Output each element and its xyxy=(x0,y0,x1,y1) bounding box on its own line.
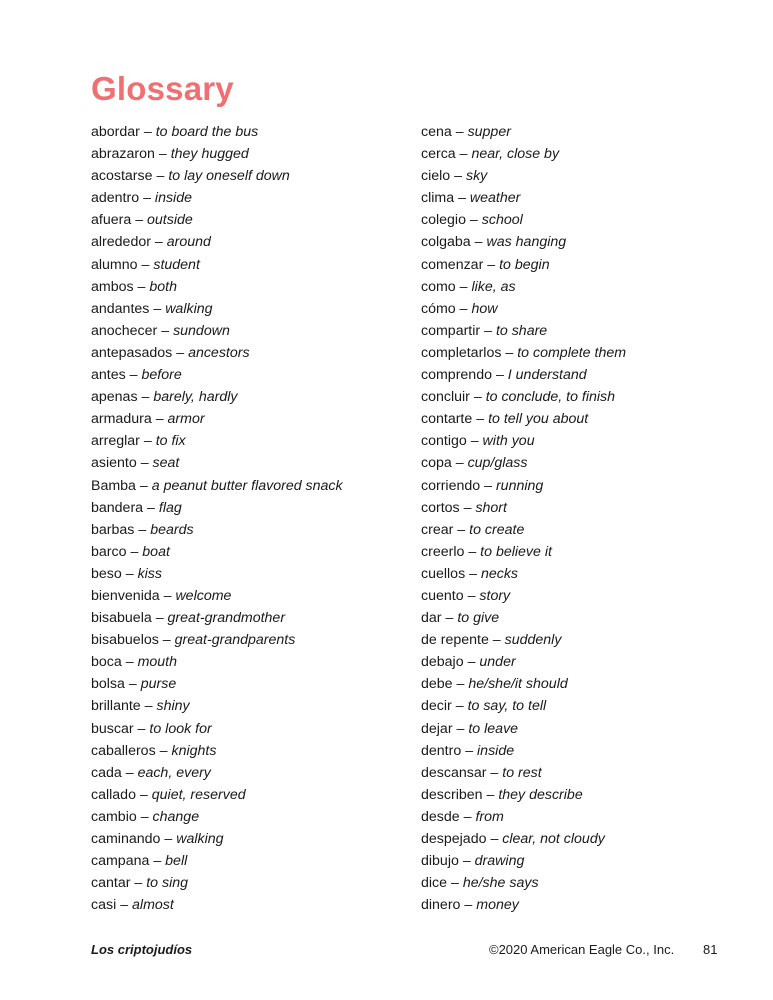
glossary-separator: – xyxy=(176,344,185,361)
glossary-separator: – xyxy=(164,831,173,847)
glossary-term: casi xyxy=(91,897,117,914)
glossary-definition: student xyxy=(153,256,200,273)
glossary-term: bandera xyxy=(91,499,144,516)
glossary-entry xyxy=(421,497,741,519)
glossary-entry xyxy=(421,298,741,320)
glossary-separator: – xyxy=(469,212,478,229)
glossary-term: decir xyxy=(421,698,452,715)
glossary-definition: almost xyxy=(132,897,174,914)
glossary-separator: – xyxy=(473,389,482,406)
glossary-term: cómo xyxy=(421,300,456,317)
glossary-column-right xyxy=(421,121,741,916)
glossary-definition: to rest xyxy=(502,764,542,781)
glossary-entry xyxy=(421,320,741,342)
glossary-separator: – xyxy=(457,521,466,538)
glossary-entry xyxy=(91,254,411,276)
glossary-entry xyxy=(421,342,741,364)
glossary-definition: they describe xyxy=(498,786,583,803)
glossary-definition: beards xyxy=(150,521,194,538)
glossary-entry xyxy=(91,695,411,717)
glossary-term: callado xyxy=(91,786,136,803)
glossary-definition: armor xyxy=(167,411,205,428)
glossary-term: dibujo xyxy=(421,853,459,870)
glossary-separator: – xyxy=(163,587,172,604)
glossary-term: brillante xyxy=(91,698,141,715)
glossary-entry xyxy=(91,850,411,872)
glossary-separator: – xyxy=(129,367,138,384)
glossary-definition: great-grandparents xyxy=(174,632,296,649)
glossary-separator: – xyxy=(147,499,155,516)
glossary-entry xyxy=(91,276,411,298)
glossary-term: adentro xyxy=(91,190,140,207)
glossary-separator: – xyxy=(139,786,148,803)
glossary-term: debe xyxy=(421,676,453,693)
glossary-definition: to believe it xyxy=(480,543,552,560)
glossary-entry xyxy=(91,165,411,187)
glossary-term: clima xyxy=(421,190,455,207)
glossary-definition: shiny xyxy=(156,698,190,715)
glossary-separator: – xyxy=(140,455,149,472)
glossary-term: anochecer xyxy=(91,322,158,339)
glossary-separator: – xyxy=(462,853,471,870)
glossary-entry xyxy=(421,209,741,231)
glossary-separator: – xyxy=(484,477,492,494)
glossary-definition: from xyxy=(475,808,504,825)
glossary-definition: story xyxy=(479,587,511,604)
glossary-term: colgaba xyxy=(421,234,471,251)
glossary-definition: a peanut butter flavored snack xyxy=(151,477,343,494)
glossary-term: como xyxy=(421,278,456,295)
glossary-definition: supper xyxy=(467,124,511,140)
glossary-separator: – xyxy=(458,190,466,207)
glossary-entry xyxy=(91,298,411,320)
glossary-definition: to say, to tell xyxy=(467,698,547,715)
glossary-definition: to complete them xyxy=(517,344,627,361)
glossary-separator: – xyxy=(134,875,143,892)
glossary-entry xyxy=(91,408,411,430)
glossary-definition: inside xyxy=(477,742,515,759)
glossary-definition: around xyxy=(166,234,211,251)
glossary-definition: to share xyxy=(495,322,548,339)
glossary-term: acostarse xyxy=(91,168,153,185)
glossary-definition: both xyxy=(149,278,178,295)
glossary-term: barbas xyxy=(91,521,135,538)
glossary-term: buscar xyxy=(91,720,134,737)
glossary-separator: – xyxy=(153,300,162,317)
glossary-entry xyxy=(421,276,741,298)
glossary-term: dar xyxy=(421,610,442,627)
glossary-separator: – xyxy=(143,433,152,450)
glossary-definition: was hanging xyxy=(486,234,567,251)
glossary-separator: – xyxy=(156,168,165,185)
glossary-definition: bell xyxy=(165,853,188,870)
glossary-term: arreglar xyxy=(91,433,140,450)
glossary-entry xyxy=(421,673,741,695)
glossary-entry xyxy=(91,740,411,762)
glossary-entry xyxy=(91,718,411,740)
glossary-term: apenas xyxy=(91,389,138,406)
glossary-term: campana xyxy=(91,853,150,870)
glossary-entry xyxy=(421,651,741,673)
glossary-term: colegio xyxy=(421,212,466,229)
glossary-separator: – xyxy=(144,698,153,715)
glossary-entry xyxy=(91,386,411,408)
glossary-separator: – xyxy=(450,875,459,892)
glossary-entry xyxy=(421,519,741,541)
glossary-entry xyxy=(421,165,741,187)
glossary-entry xyxy=(91,475,411,497)
glossary-definition: near, close by xyxy=(471,146,560,163)
glossary-entry xyxy=(91,342,411,364)
glossary-entry xyxy=(421,231,741,253)
glossary-separator: – xyxy=(474,234,483,251)
glossary-definition: flag xyxy=(158,499,182,516)
glossary-separator: – xyxy=(470,433,479,450)
glossary-entry xyxy=(91,673,411,695)
glossary-definition: barely, hardly xyxy=(153,389,238,406)
glossary-term: copa xyxy=(421,455,452,472)
glossary-definition: to sing xyxy=(146,875,189,892)
glossary-term: desde xyxy=(421,808,460,825)
glossary-separator: – xyxy=(490,831,499,847)
glossary-separator: – xyxy=(487,256,496,273)
glossary-definition: like, as xyxy=(471,278,516,295)
glossary-definition: to leave xyxy=(468,720,519,737)
glossary-definition: cup/glass xyxy=(467,455,528,472)
glossary-entry xyxy=(421,386,741,408)
glossary-term: abordar xyxy=(91,124,140,140)
glossary-term: armadura xyxy=(91,411,152,428)
glossary-separator: – xyxy=(464,897,473,914)
glossary-separator: – xyxy=(467,654,476,671)
glossary-entry xyxy=(421,430,741,452)
glossary-definition: boat xyxy=(142,543,170,560)
glossary-term: de repente xyxy=(421,632,489,649)
glossary-definition: short xyxy=(475,499,507,516)
glossary-definition: to look for xyxy=(149,720,212,737)
glossary-definition: mouth xyxy=(137,654,177,671)
glossary-separator: – xyxy=(459,278,468,295)
glossary-entry xyxy=(421,607,741,629)
glossary-term: bisabuela xyxy=(91,610,152,627)
glossary-term: dice xyxy=(421,875,448,892)
glossary-definition: with you xyxy=(482,433,535,450)
glossary-column-left xyxy=(91,121,411,916)
glossary-definition: I understand xyxy=(507,367,587,384)
glossary-definition: outside xyxy=(147,212,193,229)
glossary-term: cambio xyxy=(91,808,137,825)
glossary-entry xyxy=(91,519,411,541)
glossary-separator: – xyxy=(463,808,472,825)
glossary-separator: – xyxy=(455,124,464,140)
page-number: 81 xyxy=(703,942,718,957)
glossary-term: creerlo xyxy=(421,543,465,560)
glossary-separator: – xyxy=(459,146,468,163)
glossary-definition: how xyxy=(471,300,498,317)
glossary-term: caballeros xyxy=(91,742,156,759)
glossary-definition: weather xyxy=(469,190,521,207)
glossary-entry xyxy=(421,629,741,651)
glossary-term: despejado xyxy=(421,831,487,847)
glossary-definition: suddenly xyxy=(504,632,562,649)
glossary-entry xyxy=(91,121,411,143)
glossary-entry xyxy=(421,121,741,143)
glossary-separator: – xyxy=(476,411,485,428)
glossary-definition: purse xyxy=(140,676,177,693)
glossary-separator: – xyxy=(158,146,167,163)
glossary-term: cielo xyxy=(421,168,451,185)
glossary-term: beso xyxy=(91,565,122,582)
glossary-entry xyxy=(421,408,741,430)
glossary-separator: – xyxy=(155,610,164,627)
glossary-term: alrededor xyxy=(91,234,151,251)
glossary-definition: quiet, reserved xyxy=(151,786,246,803)
glossary-entry xyxy=(421,187,741,209)
glossary-separator: – xyxy=(154,234,163,251)
glossary-entry xyxy=(421,563,741,585)
glossary-definition: money xyxy=(476,897,519,914)
glossary-term: barco xyxy=(91,543,127,560)
glossary-term: bolsa xyxy=(91,676,125,693)
glossary-entry xyxy=(91,209,411,231)
glossary-definition: to lay oneself down xyxy=(168,168,290,185)
glossary-separator: – xyxy=(155,411,164,428)
glossary-term: caminando xyxy=(91,831,161,847)
footer-book-title: Los criptojudíos xyxy=(91,942,193,957)
glossary-separator: – xyxy=(468,543,477,560)
glossary-entry xyxy=(91,629,411,651)
glossary-term: concluir xyxy=(421,389,470,406)
glossary-definition: to give xyxy=(457,610,500,627)
glossary-entry xyxy=(91,187,411,209)
glossary-term: ambos xyxy=(91,278,134,295)
glossary-separator: – xyxy=(161,322,170,339)
glossary-separator: – xyxy=(153,853,162,870)
glossary-entry xyxy=(91,143,411,165)
glossary-definition: seat xyxy=(152,455,180,472)
glossary-definition: each, every xyxy=(137,764,211,781)
glossary-entry xyxy=(91,784,411,806)
glossary-definition: sky xyxy=(465,168,488,185)
glossary-definition: they hugged xyxy=(170,146,249,163)
glossary-entry xyxy=(421,364,741,386)
glossary-separator: – xyxy=(125,654,134,671)
glossary-definition: to board the bus xyxy=(155,124,259,140)
glossary-term: cantar xyxy=(91,875,131,892)
glossary-separator: – xyxy=(454,168,463,185)
glossary-definition: to fix xyxy=(155,433,186,450)
glossary-separator: – xyxy=(143,190,151,207)
glossary-entry xyxy=(421,718,741,740)
glossary-term: comprendo xyxy=(421,367,492,384)
glossary-entry xyxy=(91,497,411,519)
glossary-definition: he/she/it should xyxy=(468,676,568,693)
glossary-separator: – xyxy=(143,124,152,140)
glossary-separator: – xyxy=(455,698,464,715)
glossary-definition: before xyxy=(141,367,182,384)
glossary-separator: – xyxy=(125,565,134,582)
glossary-separator: – xyxy=(139,477,148,494)
glossary-entry xyxy=(91,541,411,563)
glossary-separator: – xyxy=(162,632,171,649)
glossary-definition: to conclude, to finish xyxy=(485,389,616,406)
glossary-separator: – xyxy=(456,676,465,693)
glossary-term: cuento xyxy=(421,587,464,604)
glossary-definition: necks xyxy=(480,565,519,582)
glossary-term: cada xyxy=(91,764,122,781)
glossary-entry xyxy=(421,828,741,850)
glossary-entry xyxy=(91,806,411,828)
glossary-definition: to create xyxy=(469,521,525,538)
glossary-separator: – xyxy=(490,764,499,781)
glossary-definition: walking xyxy=(165,300,213,317)
glossary-entry xyxy=(421,762,741,784)
glossary-entry xyxy=(91,452,411,474)
glossary-term: crear xyxy=(421,521,454,538)
glossary-separator: – xyxy=(445,610,454,627)
glossary-separator: – xyxy=(137,720,146,737)
glossary-term: asiento xyxy=(91,455,137,472)
glossary-entry xyxy=(421,452,741,474)
glossary-entry xyxy=(91,762,411,784)
glossary-definition: great-grandmother xyxy=(167,610,286,627)
glossary-definition: drawing xyxy=(474,853,525,870)
glossary-separator: – xyxy=(463,499,472,516)
glossary-entry xyxy=(421,806,741,828)
glossary-entry xyxy=(421,541,741,563)
glossary-separator: – xyxy=(137,278,146,295)
glossary-entry xyxy=(91,872,411,894)
glossary-term: comenzar xyxy=(421,256,484,273)
glossary-separator: – xyxy=(492,632,501,649)
glossary-separator: – xyxy=(484,322,492,339)
glossary-definition: he/she says xyxy=(462,875,539,892)
glossary-term: describen xyxy=(421,786,483,803)
glossary-separator: – xyxy=(456,720,465,737)
glossary-separator: – xyxy=(159,742,168,759)
glossary-entry xyxy=(421,475,741,497)
glossary-separator: – xyxy=(141,389,150,406)
glossary-entry xyxy=(91,231,411,253)
glossary-separator: – xyxy=(467,587,476,604)
page-title: Glossary xyxy=(91,70,234,107)
glossary-definition: walking xyxy=(176,831,224,847)
glossary-entry xyxy=(421,695,741,717)
glossary-separator: – xyxy=(128,676,137,693)
glossary-entry xyxy=(421,254,741,276)
glossary-entry xyxy=(421,850,741,872)
glossary-definition: change xyxy=(152,808,200,825)
glossary-term: bisabuelos xyxy=(91,632,159,649)
glossary-separator: – xyxy=(138,521,147,538)
glossary-entry xyxy=(421,585,741,607)
glossary-entry xyxy=(421,894,741,916)
glossary-entry xyxy=(91,894,411,916)
glossary-entry xyxy=(421,784,741,806)
glossary-entry xyxy=(91,430,411,452)
glossary-definition: welcome xyxy=(175,587,232,604)
glossary-definition: to begin xyxy=(499,256,550,273)
glossary-definition: to tell you about xyxy=(488,411,589,428)
glossary-term: cerca xyxy=(421,146,456,163)
glossary-definition: clear, not cloudy xyxy=(502,831,605,847)
glossary-definition: knights xyxy=(171,742,217,759)
glossary-term: cena xyxy=(421,124,452,140)
glossary-term: completarlos xyxy=(421,344,502,361)
glossary-term: dinero xyxy=(421,897,461,914)
glossary-definition: running xyxy=(495,477,544,494)
glossary-entry xyxy=(91,585,411,607)
glossary-term: antes xyxy=(91,367,126,384)
glossary-term: abrazaron xyxy=(91,146,155,163)
glossary-term: descansar xyxy=(421,764,487,781)
glossary-definition: sundown xyxy=(173,322,230,339)
footer-copyright: ©2020 American Eagle Co., Inc. xyxy=(489,942,675,957)
glossary-definition: school xyxy=(481,212,523,229)
glossary-term: corriendo xyxy=(421,477,481,494)
glossary-term: debajo xyxy=(421,654,464,671)
glossary-separator: – xyxy=(505,344,514,361)
glossary-term: alumno xyxy=(91,256,138,273)
glossary-entry xyxy=(91,320,411,342)
glossary-separator: – xyxy=(140,808,149,825)
glossary-definition: under xyxy=(479,654,516,671)
glossary-entry xyxy=(91,607,411,629)
glossary-entry xyxy=(91,828,411,850)
glossary-definition: ancestors xyxy=(188,344,250,361)
glossary-entry xyxy=(421,872,741,894)
glossary-definition: kiss xyxy=(137,565,162,582)
glossary-term: afuera xyxy=(91,212,132,229)
glossary-separator: – xyxy=(465,742,474,759)
glossary-term: contarte xyxy=(421,411,473,428)
glossary-term: cuellos xyxy=(421,565,466,582)
glossary-term: bienvenida xyxy=(91,587,160,604)
glossary-entry xyxy=(421,143,741,165)
glossary-term: cortos xyxy=(421,499,460,516)
glossary-separator: – xyxy=(141,256,150,273)
glossary-entry xyxy=(91,563,411,585)
glossary-separator: – xyxy=(135,212,144,229)
glossary-term: Bamba xyxy=(91,477,136,494)
glossary-separator: – xyxy=(459,300,468,317)
glossary-separator: – xyxy=(125,764,134,781)
glossary-separator: – xyxy=(455,455,464,472)
glossary-term: dejar xyxy=(421,720,453,737)
glossary-term: andantes xyxy=(91,300,150,317)
glossary-separator: – xyxy=(495,367,504,384)
glossary-term: compartir xyxy=(421,322,481,339)
glossary-separator: – xyxy=(120,897,129,914)
glossary-entry xyxy=(421,740,741,762)
glossary-term: antepasados xyxy=(91,344,173,361)
glossary-entry xyxy=(91,651,411,673)
glossary-term: dentro xyxy=(421,742,462,759)
glossary-separator: – xyxy=(469,565,478,582)
glossary-separator: – xyxy=(130,543,139,560)
glossary-separator: – xyxy=(486,786,495,803)
glossary-term: contigo xyxy=(421,433,467,450)
glossary-entry xyxy=(91,364,411,386)
glossary-term: boca xyxy=(91,654,122,671)
glossary-definition: inside xyxy=(154,190,192,207)
